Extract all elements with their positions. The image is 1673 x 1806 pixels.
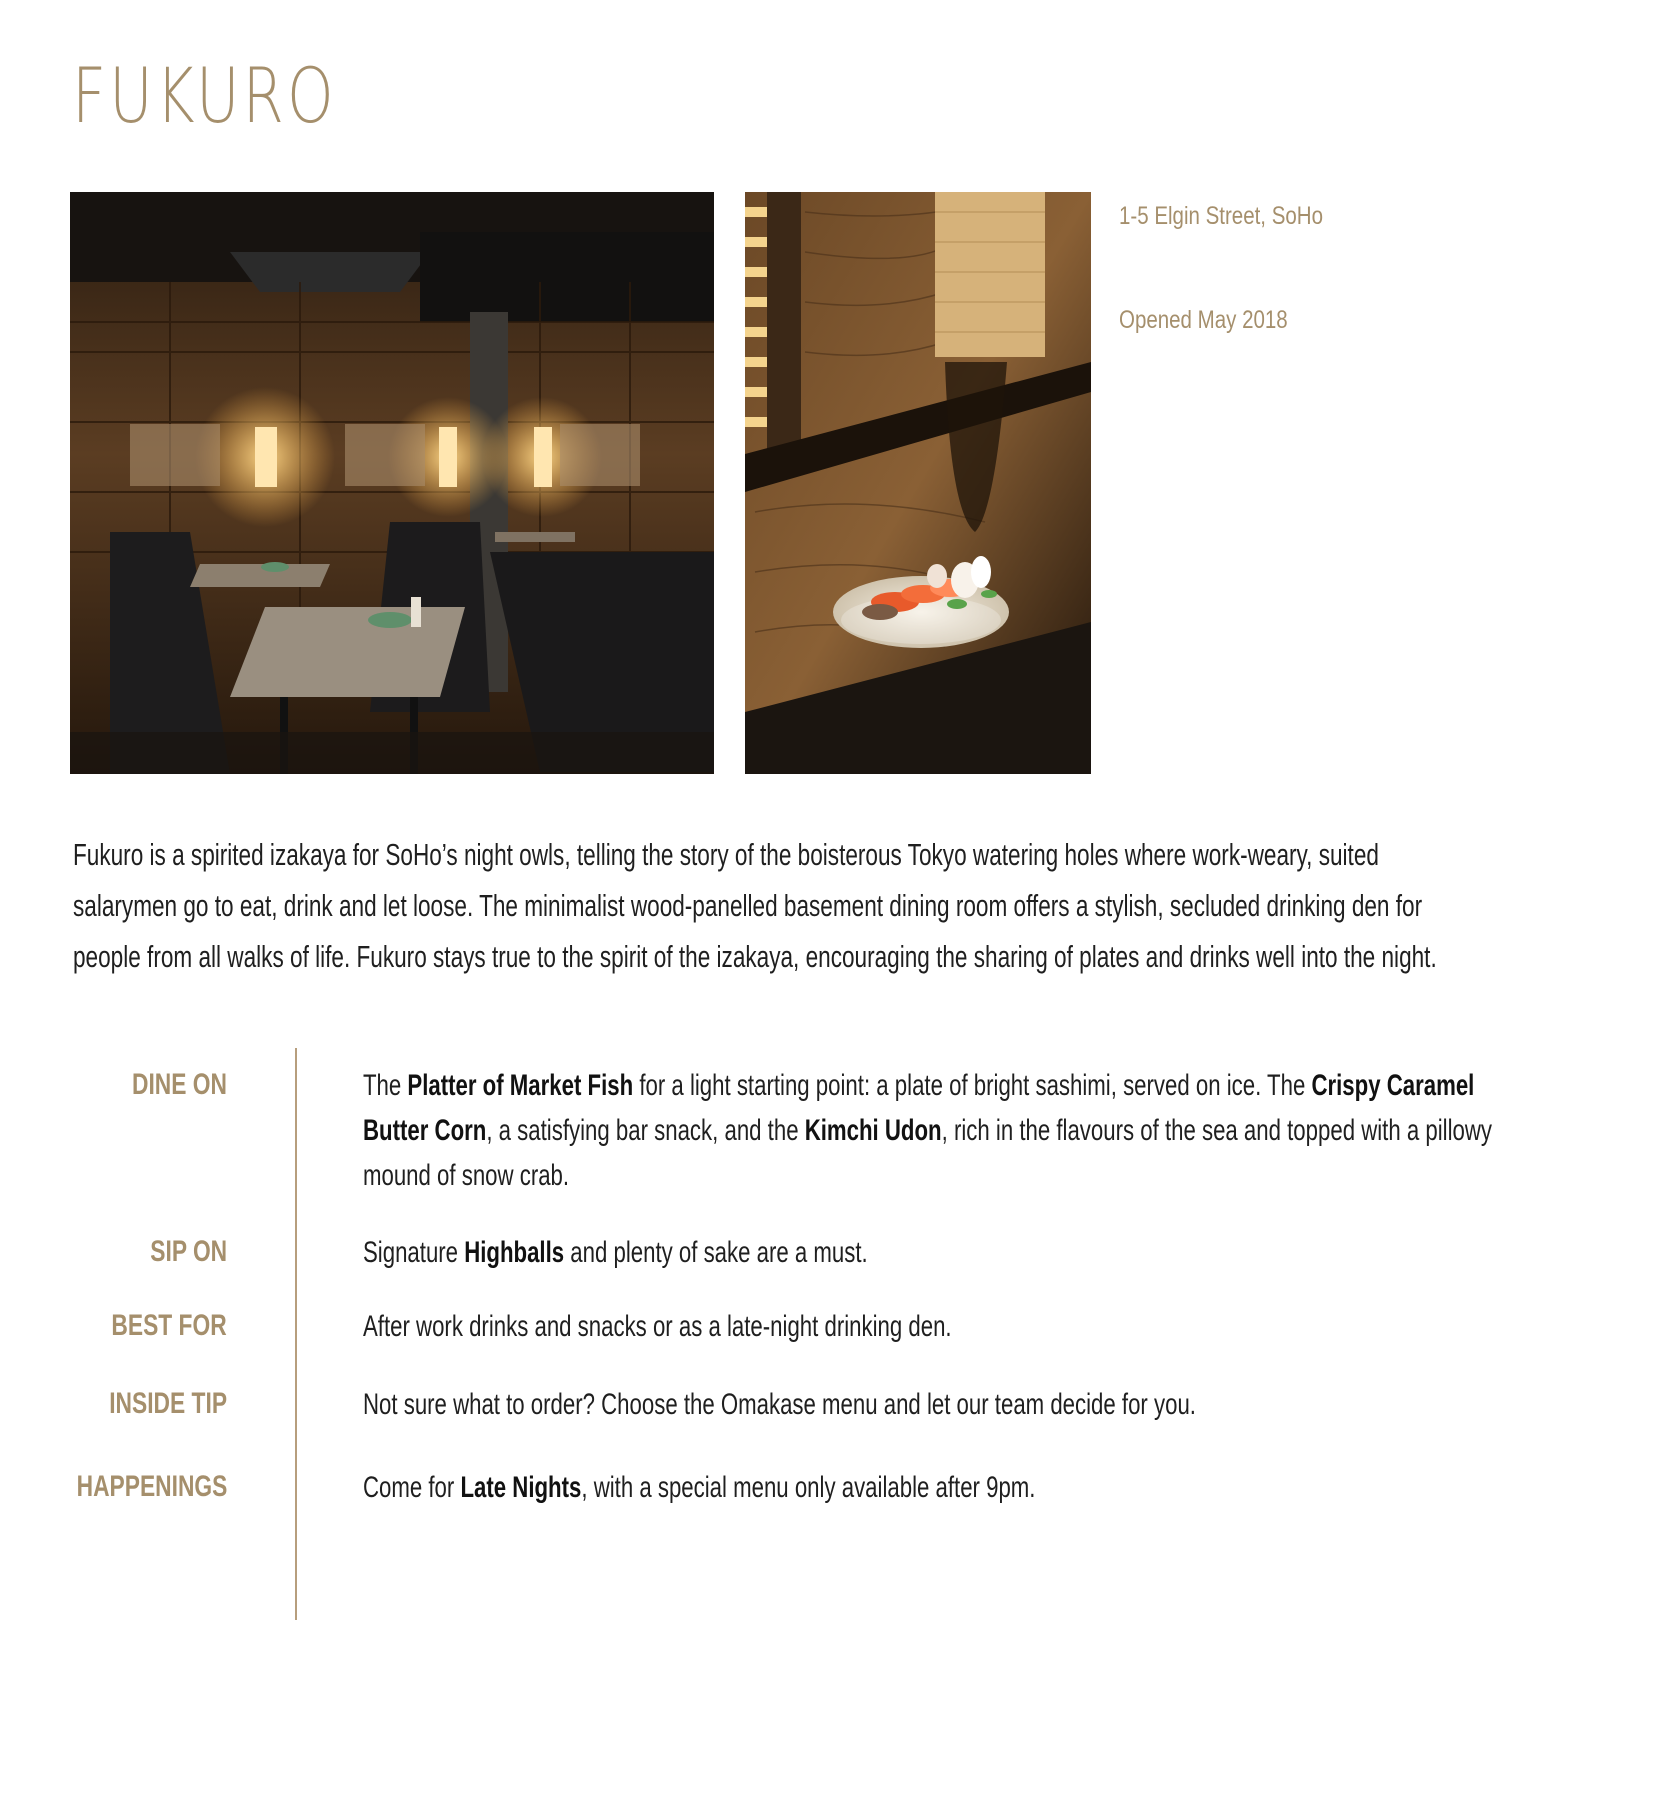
interior-photo-illustration xyxy=(70,192,714,774)
detail-segment: for a light starting point: a plate of bright sashimi, served on ice. The xyxy=(633,1069,1312,1102)
dish-photo xyxy=(745,192,1091,774)
detail-segment: , rich in the flavours of the sea and topped with a pillowy mound of snow crab. xyxy=(363,1114,1492,1192)
detail-text-best-for xyxy=(363,1304,1540,1349)
detail-segment: and plenty of sake are a must. xyxy=(564,1236,868,1269)
detail-label-dine-on: DINE ON xyxy=(131,1068,227,1101)
drink-highballs: Highballs xyxy=(464,1236,565,1269)
intro-paragraph: Fukuro is a spirited izakaya for SoHo’s night owls, telling the story of the boisterous Tokyo watering holes where work-weary, suited salarymen go to eat, drink and let loose. The minimalist wood-panelled basement dining room offers a stylish, secluded drinking den for people from all walks of life. Fukuro stays true to the spirit of the izakaya, encouraging the sharing of plates and drinks well into the night. xyxy=(73,838,1437,974)
detail-segment: Come for xyxy=(363,1471,461,1504)
detail-label-sip-on: SIP ON xyxy=(150,1235,227,1268)
detail-segment: Not sure what to order? Choose the Omakase menu and let our team decide for you. xyxy=(363,1388,1196,1421)
dish-kimchi-udon: Kimchi Udon xyxy=(804,1114,942,1147)
dish-platter-of-market-fish: Platter of Market Fish xyxy=(407,1069,634,1102)
detail-text-dine-on xyxy=(363,1063,1540,1198)
detail-segment: , a satisfying bar snack, and the xyxy=(486,1114,805,1147)
detail-segment: The xyxy=(363,1069,408,1102)
restaurant-name: FUKURO xyxy=(72,51,337,140)
event-late-nights: Late Nights xyxy=(460,1471,582,1504)
detail-label-best-for: BEST FOR xyxy=(111,1309,227,1342)
interior-photo xyxy=(70,192,714,774)
restaurant-address: 1-5 Elgin Street, SoHo xyxy=(1119,202,1323,230)
dish-photo-illustration xyxy=(745,192,1091,774)
detail-text-sip-on xyxy=(363,1230,1540,1275)
detail-label-happenings: HAPPENINGS xyxy=(76,1470,227,1503)
dish-crispy-caramel-butter-corn: Crispy Caramel Butter Corn xyxy=(363,1069,1475,1147)
detail-segment: , with a special menu only available after 9pm. xyxy=(581,1471,1036,1504)
detail-segment: Signature xyxy=(363,1236,465,1269)
detail-text-happenings xyxy=(363,1465,1540,1510)
opening-date: Opened May 2018 xyxy=(1119,306,1288,334)
detail-segment: After work drinks and snacks or as a late-night drinking den. xyxy=(363,1310,952,1343)
detail-label-inside-tip: INSIDE TIP xyxy=(109,1387,227,1420)
restaurant-info xyxy=(1119,200,1499,336)
section-divider xyxy=(295,1048,297,1620)
detail-text-inside-tip xyxy=(363,1382,1540,1427)
